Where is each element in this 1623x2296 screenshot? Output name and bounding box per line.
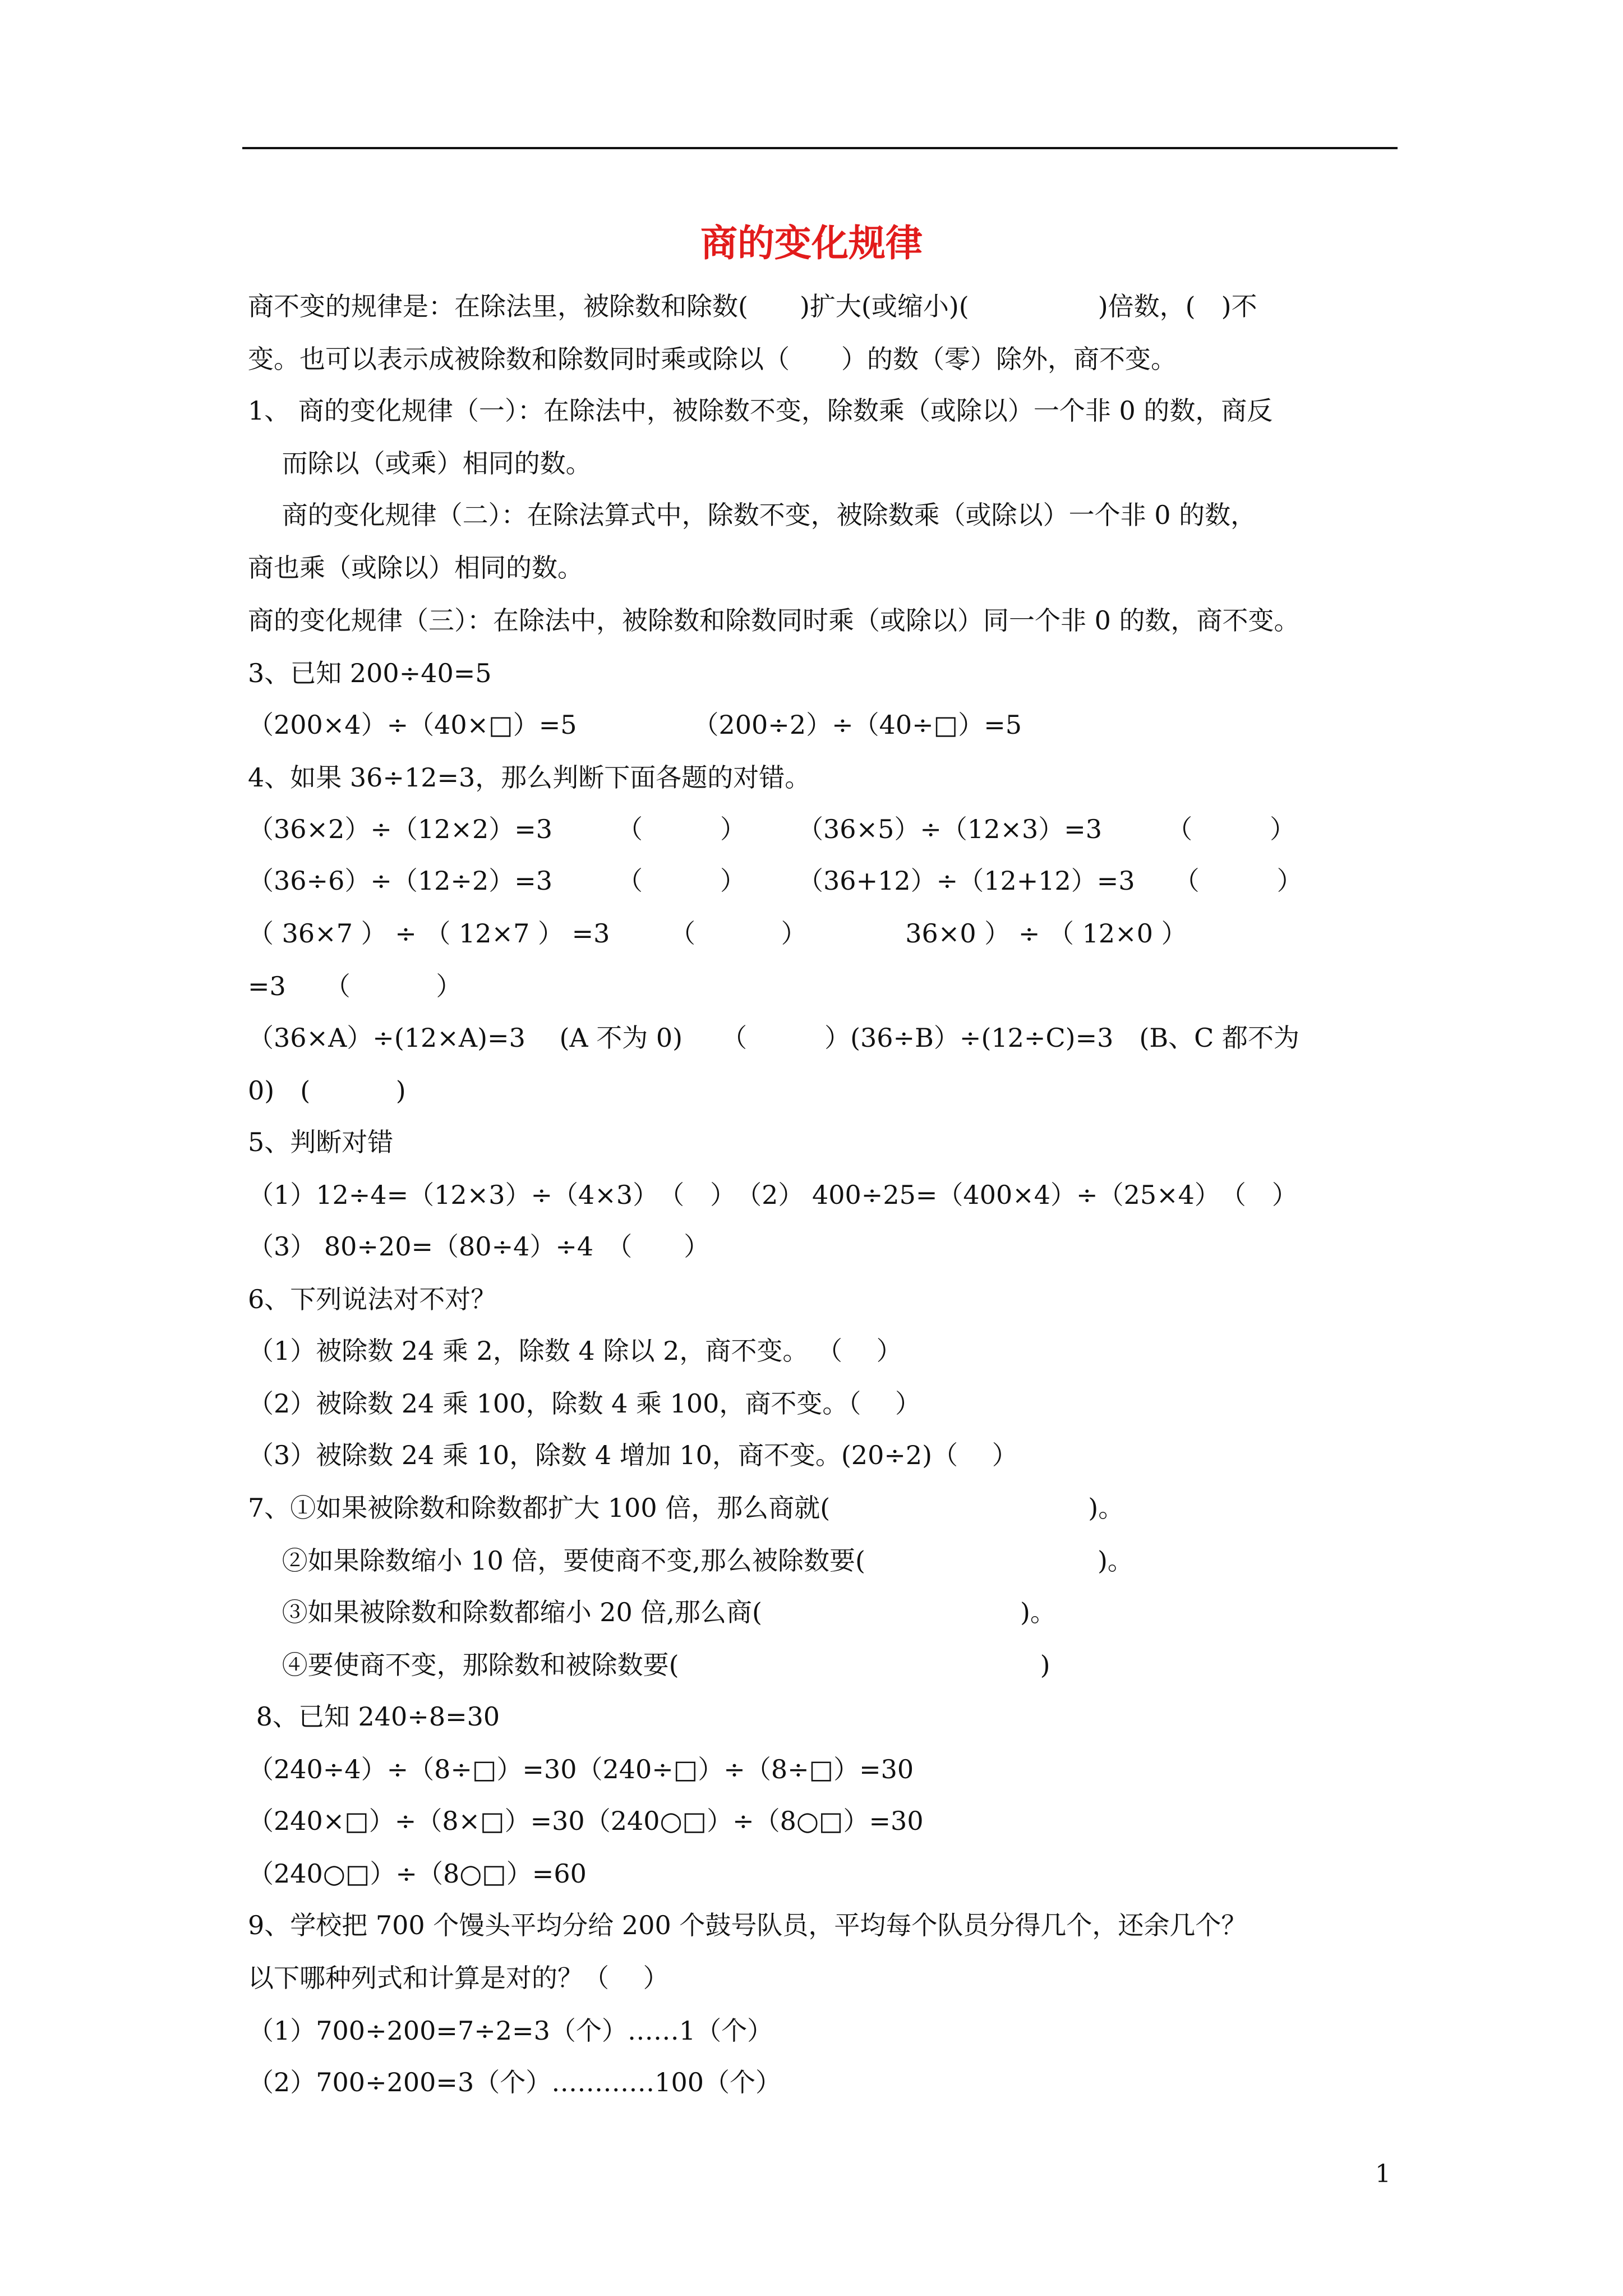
text-line: 以下哪种列式和计算是对的？（ ）: [248, 1963, 669, 1993]
text-line: （240○□）÷（8○□）=60: [248, 1858, 587, 1889]
text-line: （240÷4）÷（8÷□）=30（240÷□）÷（8÷□）=30: [248, 1754, 914, 1784]
text-line: （ 36×7 ） ÷ （ 12×7 ） =3 （ ） 36×0 ） ÷ （ 12×0 ）: [248, 918, 1187, 949]
text-line: （200×4）÷（40×□）=5 （200÷2）÷（40÷□）=5: [248, 710, 1022, 740]
text-line: （3） 80÷20=（80÷4）÷4 （ ）: [248, 1231, 710, 1262]
header-rule: [242, 147, 1398, 149]
text-line: （36÷6）÷（12÷2）=3 （ ） （36+12）÷（12+12）=3 （ ）: [248, 866, 1303, 896]
text-line: （3）被除数 24 乘 10，除数 4 增加 10，商不变。(20÷2)（ ）: [248, 1440, 1018, 1470]
text-line: 变。也可以表示成被除数和除数同时乘或除以（ ）的数（零）除外，商不变。: [248, 344, 1177, 374]
text-line: 5、判断对错: [248, 1127, 394, 1157]
text-line: （2）700÷200=3（个）…………100（个）: [248, 2067, 782, 2097]
text-line: 8、已知 240÷8=30: [248, 1701, 500, 1732]
text-line: =3 （ ）: [248, 971, 462, 1001]
page-number: 1: [1375, 2160, 1391, 2188]
text-line: 9、学校把 700 个馒头平均分给 200 个鼓号队员，平均每个队员分得几个，还余几个？: [248, 1910, 1247, 1940]
text-line: 7、①如果被除数和除数都扩大 100 倍，那么商就( )。: [248, 1493, 1124, 1523]
text-line: 商的变化规律（二）：在除法算式中，除数不变，被除数乘（或除以）一个非 0 的数，: [248, 500, 1257, 530]
text-line: （1）700÷200=7÷2=3（个）……1（个）: [248, 2016, 773, 2046]
text-line: （36×2）÷（12×2）=3 （ ） （36×5）÷（12×3）=3 （ ）: [248, 814, 1296, 844]
text-line: ③如果被除数和除数都缩小 20 倍,那么商( )。: [248, 1597, 1056, 1627]
text-line: 1、 商的变化规律（一）：在除法中，被除数不变，除数乘（或除以）一个非 0 的数，商反: [248, 395, 1273, 426]
text-line: 6、下列说法对不对？: [248, 1284, 497, 1314]
text-line: （1）12÷4=（12×3）÷（4×3） （ ） （2） 400÷25=（400×4）÷（25×4） （ ）: [248, 1180, 1298, 1210]
text-line: ②如果除数缩小 10 倍，要使商不变,那么被除数要( )。: [248, 1545, 1133, 1576]
page-title: 商的变化规律: [700, 221, 923, 265]
text-line: 3、已知 200÷40=5: [248, 658, 492, 688]
text-line: （36×A）÷(12×A)=3 (A 不为 0) （ ）(36÷B）÷(12÷C)=3 (B、C 都不为: [248, 1023, 1299, 1053]
text-line: 商的变化规律（三）：在除法中，被除数和除数同时乘（或除以）同一个非 0 的数，商不变。: [248, 605, 1300, 636]
text-line: ④要使商不变，那除数和被除数要( ): [248, 1650, 1050, 1680]
text-line: 商不变的规律是：在除法里，被除数和除数( )扩大(或缩小)( )倍数，( )不: [248, 291, 1257, 321]
text-line: 而除以（或乘）相同的数。: [248, 448, 592, 478]
text-line: 商也乘（或除以）相同的数。: [248, 553, 583, 583]
text-line: （2）被除数 24 乘 100，除数 4 乘 100，商不变。（ ）: [248, 1388, 921, 1419]
text-line: 4、如果 36÷12=3，那么判断下面各题的对错。: [248, 762, 811, 793]
text-line: 0) ( ): [248, 1075, 406, 1106]
text-line: （1）被除数 24 乘 2，除数 4 除以 2，商不变。 （ ）: [248, 1336, 902, 1366]
text-line: （240×□）÷（8×□）=30（240○□）÷（8○□）=30: [248, 1806, 924, 1836]
